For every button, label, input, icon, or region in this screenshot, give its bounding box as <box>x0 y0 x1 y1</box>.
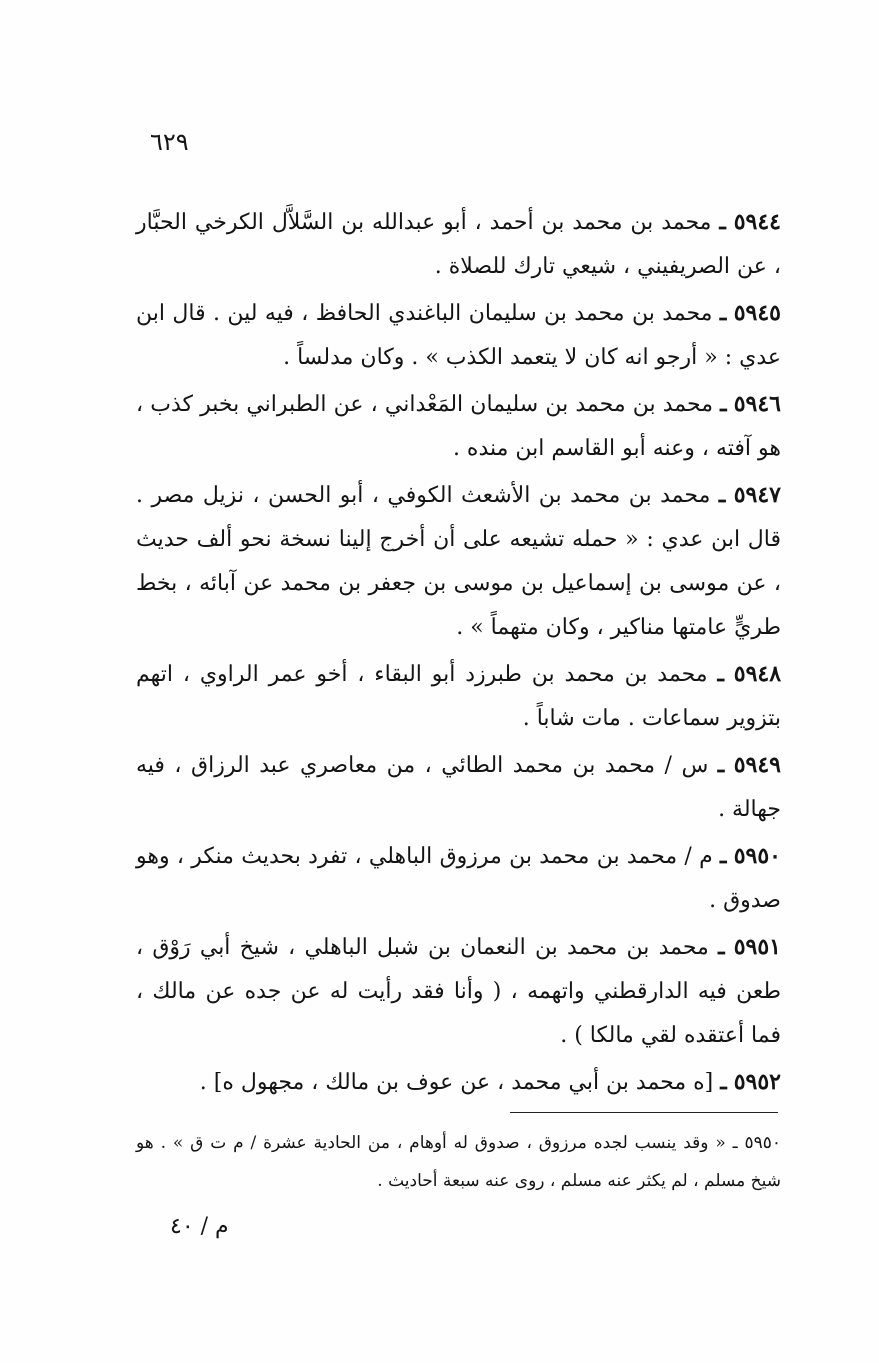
entry-separator: ـ <box>720 843 727 869</box>
entry-text: محمد بن محمد بن النعمان بن شبل الباهلي ، شيخ أبي رَوْق ، طعن فيه الدارقطني واتهمه ، ( وأنا فقد رأيت له عن جده عن مالك ، فما أعتقده لقي مالكا ) . <box>136 935 781 1048</box>
entry-5952 <box>136 1060 781 1105</box>
entry-number: ٥٩٥٢ <box>733 1069 781 1095</box>
page-number: ٦٢٩ <box>150 128 189 156</box>
entry-text: محمد بن محمد بن سليمان الباغندي الحافظ ، فيه لين . قال ابن عدي : « أرجو انه كان لا يتعمد الكذب » . وكان مدلساً . <box>136 301 781 370</box>
entry-separator: ـ <box>719 300 727 326</box>
entry-number: ٥٩٤٩ <box>733 752 781 778</box>
entry-number: ٥٩٤٥ <box>733 300 781 326</box>
entry-separator: ـ <box>718 934 725 960</box>
entry-separator: ـ <box>718 482 726 508</box>
entry-text: م / محمد بن محمد بن مرزوق الباهلي ، تفرد بحديث منكر ، وهو صدوق . <box>136 844 781 913</box>
entry-number: ٥٩٤٨ <box>733 661 782 687</box>
entry-number: ٥٩٤٧ <box>733 482 781 508</box>
entry-5948 <box>136 652 781 741</box>
entry-text: محمد بن محمد بن أحمد ، أبو عبدالله بن السَّلاَّل الكرخي الحبَّار ، عن الصريفيني ، شيعي تارك للصلاة . <box>136 210 781 279</box>
entry-separator: ـ <box>720 1069 727 1095</box>
entry-text: محمد بن محمد بن سليمان المَعْداني ، عن الطبراني بخبر كذب ، هو آفته ، وعنه أبو القاسم ابن منده . <box>136 392 781 461</box>
entry-separator: ـ <box>717 661 724 687</box>
entry-5946 <box>136 382 781 471</box>
entry-text: محمد بن محمد بن طبرزد أبو البقاء ، أخو عمر الراوي ، اتهم بتزوير سماعات . مات شاباً . <box>136 662 781 731</box>
entry-5944 <box>136 200 781 289</box>
entry-5945 <box>136 291 781 380</box>
entry-text: س / محمد بن محمد الطائي ، من معاصري عبد الرزاق ، فيه جهالة . <box>136 753 781 822</box>
printer-signature: م / ٤٠ <box>170 1214 229 1239</box>
entry-separator: ـ <box>719 209 726 235</box>
footnote-divider <box>510 1112 778 1113</box>
entry-number: ٥٩٥١ <box>733 934 781 960</box>
entry-5950 <box>136 834 781 923</box>
entry-number: ٥٩٥٠ <box>733 843 781 869</box>
entry-separator: ـ <box>717 752 725 778</box>
footnote: ٥٩٥٠ ـ « وقد ينسب لجده مرزوق ، صدوق له أوهام ، من الحادية عشرة / م ت ق » . هو شيخ مسلم ، لم يكثر عنه مسلم ، روى عنه سبعة أحاديث . <box>136 1133 781 1191</box>
entries-list <box>136 200 781 1107</box>
entry-5949 <box>136 743 781 832</box>
entry-number: ٥٩٤٦ <box>733 391 781 417</box>
entry-number: ٥٩٤٤ <box>733 209 781 235</box>
entry-text: محمد بن محمد بن الأشعث الكوفي ، أبو الحسن ، نزيل مصر . قال ابن عدي : « حمله تشيعه على أن أخرج إلينا نسخة نحو ألف حديث ، عن موسى بن إسماعيل بن موسى بن جعفر بن محمد عن آبائه ، بخط طريٍّ عامتها مناكير ، وكان متهماً » . <box>136 483 781 640</box>
entry-5951 <box>136 925 781 1058</box>
entry-separator: ـ <box>720 391 727 417</box>
entry-5947 <box>136 473 781 650</box>
entry-text: [ه محمد بن أبي محمد ، عن عوف بن مالك ، مجهول ه] . <box>199 1070 714 1095</box>
